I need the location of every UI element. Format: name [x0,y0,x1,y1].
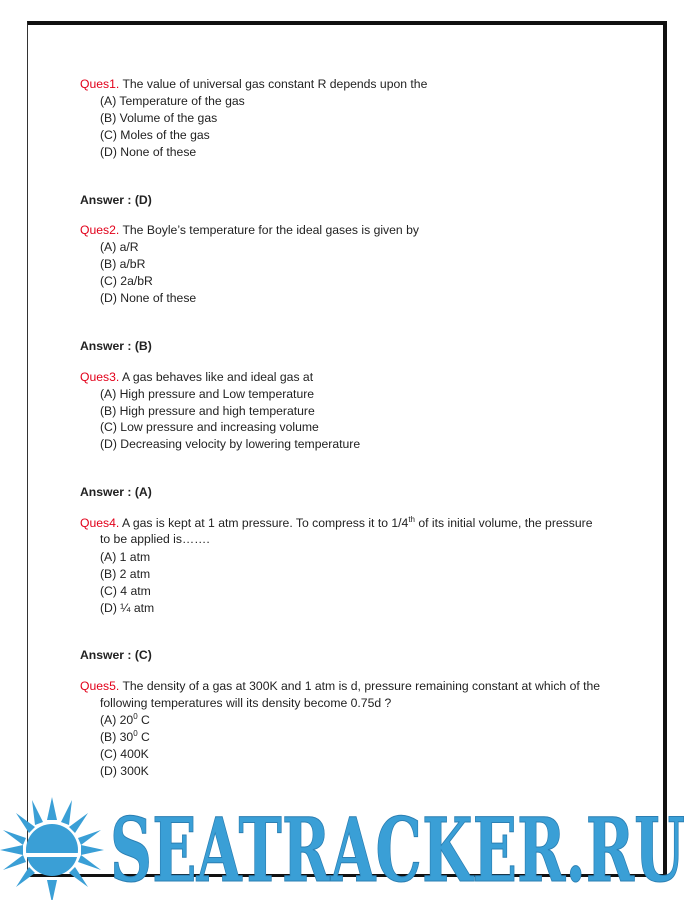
option: (A) 1 atm [100,550,151,564]
question-text: The density of a gas at 300K and 1 atm is d, pressure remaining constant at which of the [119,679,601,693]
option: (D) Decreasing velocity by lowering temperature [100,437,361,451]
question-continuation: to be applied is……. [100,532,210,546]
option: (A) a/R [100,240,139,254]
watermark [110,803,690,893]
option: (A) $20^0$ C [100,711,150,727]
question-text-cont: of its initial volume, the pressure [415,516,593,530]
option: (C) 2a/bR [100,274,153,288]
question-text: The Boyle’s temperature for the ideal gases is given by [119,223,419,237]
option: (B) a/bR [100,257,146,271]
question-1 [80,76,427,93]
option: (C) Low pressure and increasing volume [100,420,319,434]
option: (A) Temperature of the gas [100,94,245,108]
option: (A) High pressure and Low temperature [100,387,315,401]
question-label: Ques4. [80,516,120,530]
question-text: A gas behaves like and ideal gas at [119,370,314,384]
option: (D) ¼ atm [100,601,155,615]
question-4 [80,515,592,532]
question-5 [80,678,600,695]
superscript: th [408,514,415,524]
option: (C) 4 atm [100,584,151,598]
option: (B) 2 atm [100,567,151,581]
question-3 [80,369,313,386]
option: (B) Volume of the gas [100,111,218,125]
answer-3: Answer : (A) [80,485,152,499]
answer-2: Answer : (B) [80,339,152,353]
option: (C) Moles of the gas [100,128,210,142]
option: (B) High pressure and high temperature [100,404,315,418]
question-text: A gas is kept at 1 atm pressure. To compress it to 1/4 [119,516,409,530]
option: (D) None of these [100,291,197,305]
question-2 [80,222,419,239]
sun-logo-icon [0,795,110,900]
question-text: The value of universal gas constant R depends upon the [119,77,428,91]
option: (D) 300K [100,764,149,778]
question-label: Ques2. [80,223,120,237]
option: (B) $30^0$ C [100,728,150,744]
option: (C) 400K [100,747,149,761]
watermark-text: SEATRACKER.RU [110,803,685,893]
question-label: Ques3. [80,370,120,384]
question-continuation: following temperatures will its density become 0.75d ? [100,696,392,710]
answer-4: Answer : (C) [80,648,152,662]
question-label: Ques1. [80,77,120,91]
question-label: Ques5. [80,679,120,693]
option: (D) None of these [100,145,197,159]
answer-1: Answer : (D) [80,193,152,207]
